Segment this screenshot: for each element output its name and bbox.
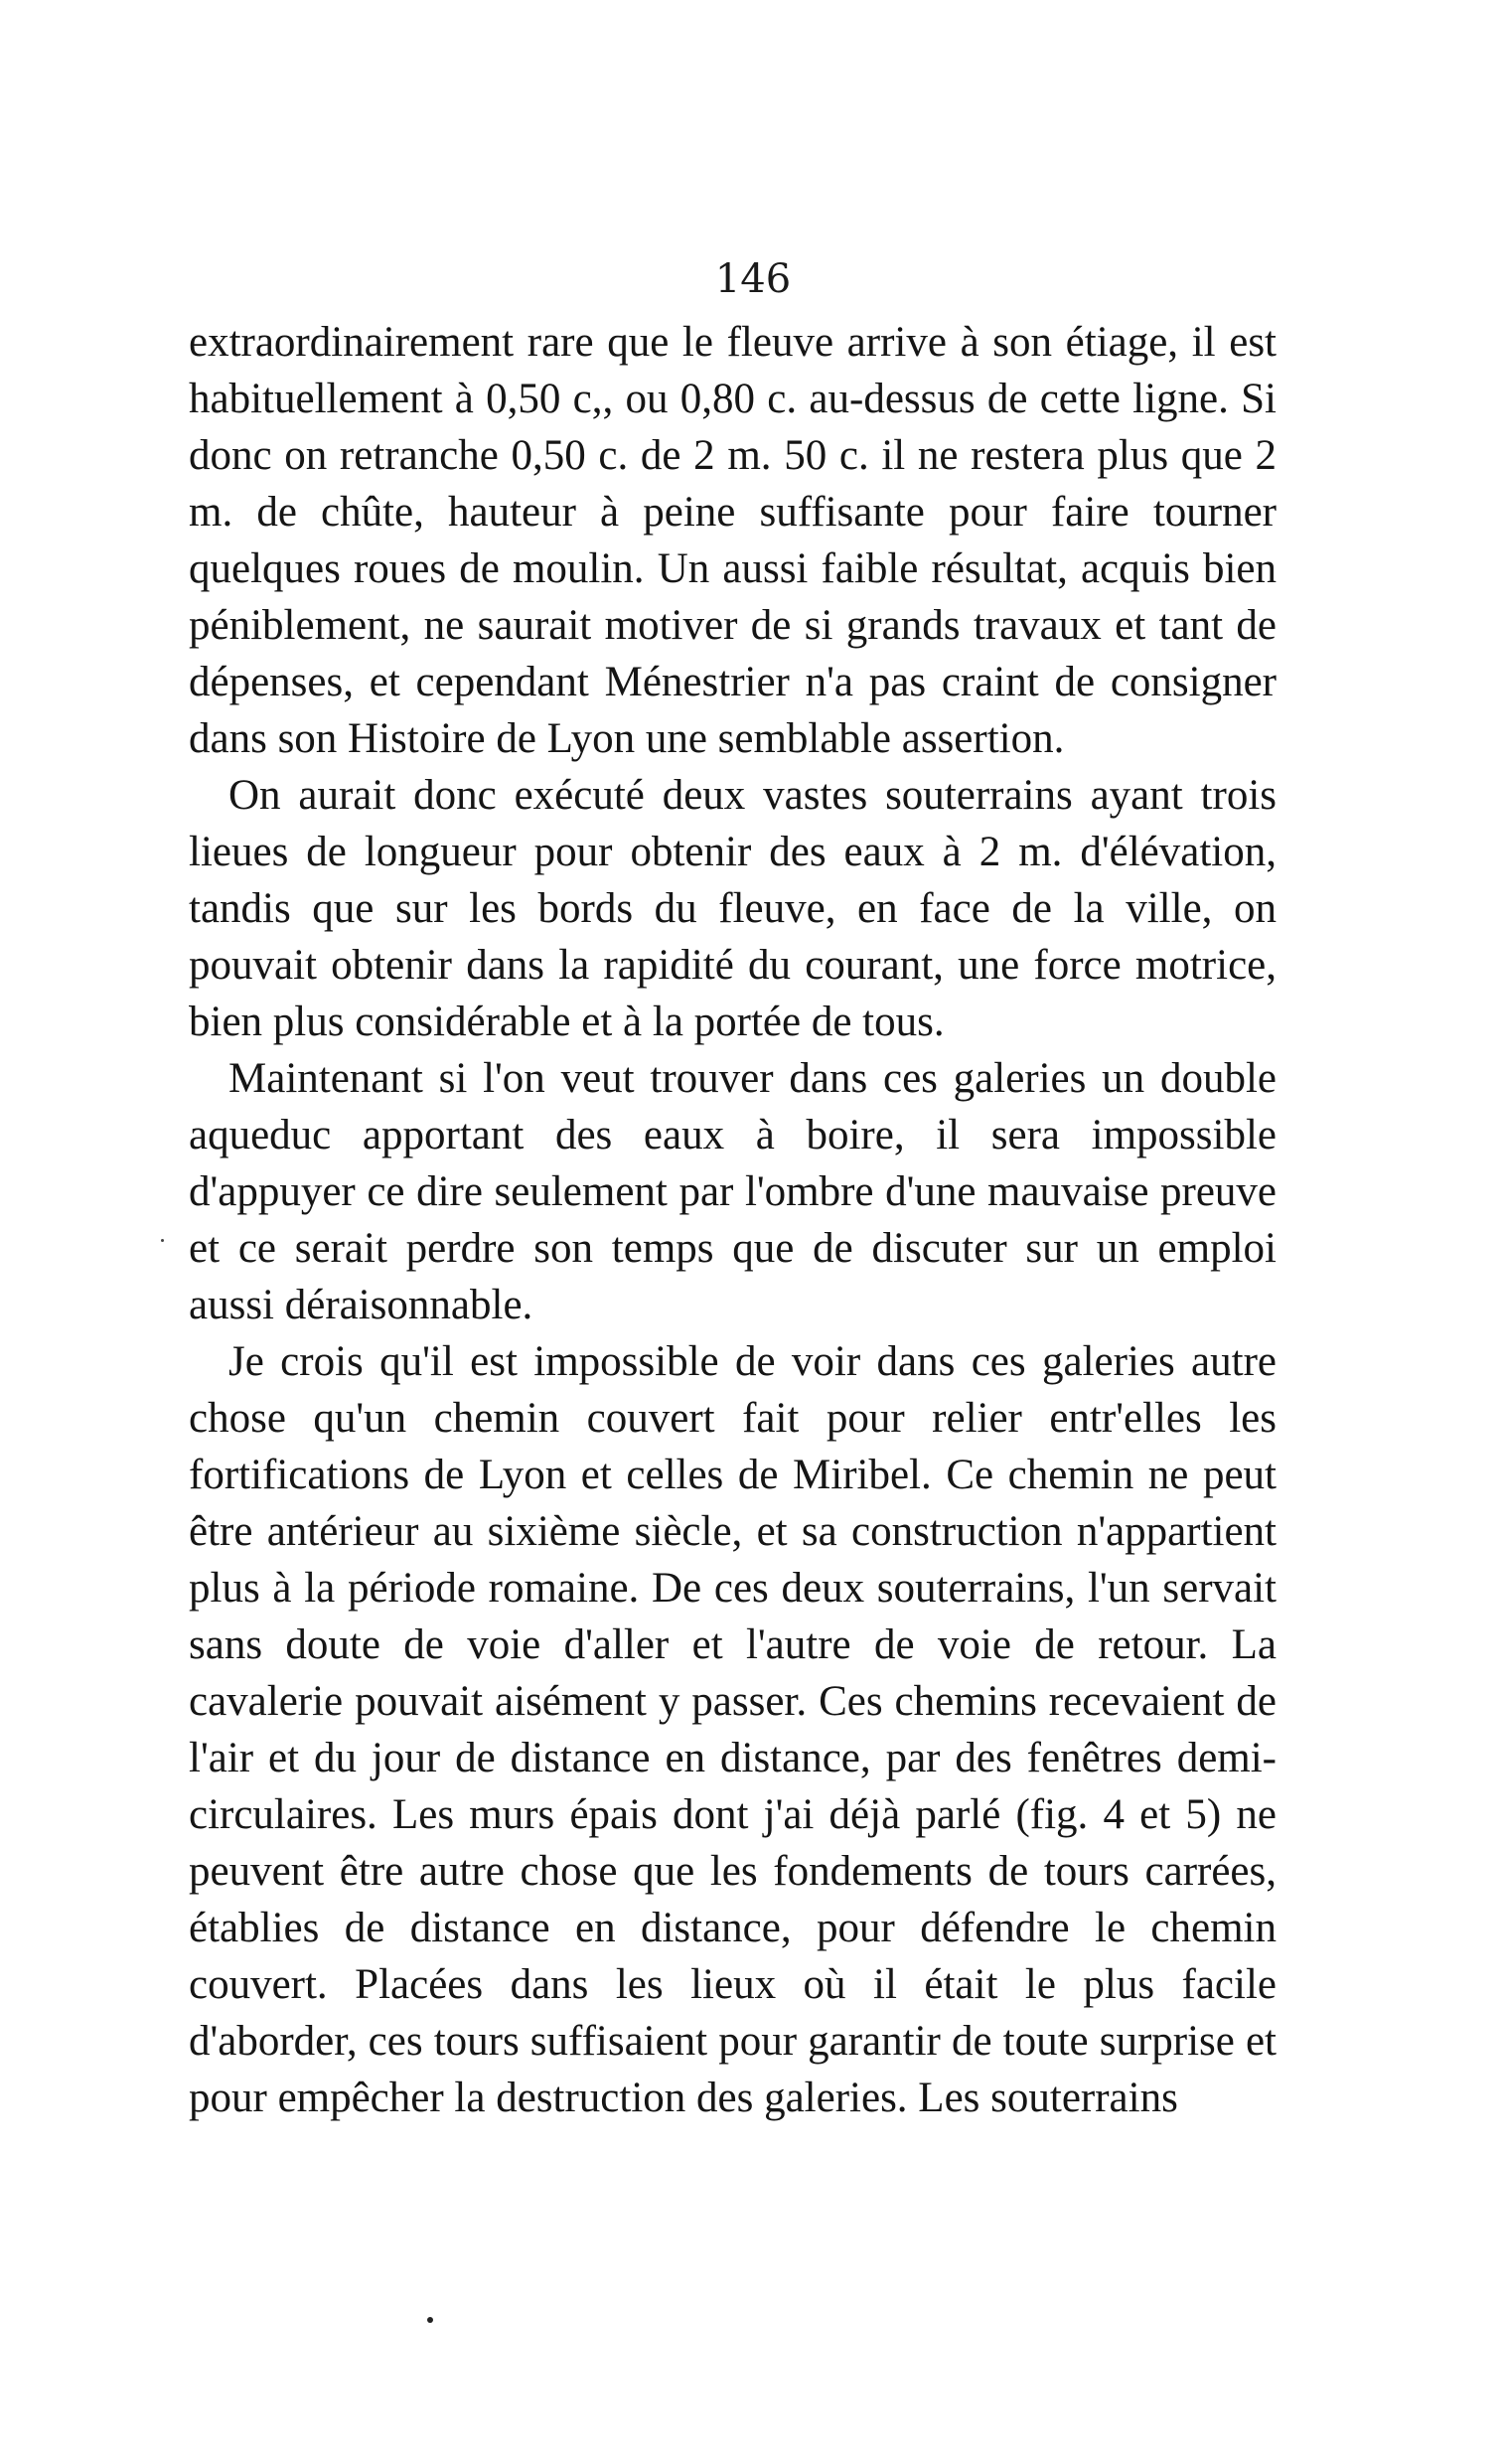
bottom-speck [427,2317,433,2323]
margin-speck [161,1239,164,1242]
paragraph-2: On aurait donc exécuté deux vastes souterrains ayant trois lieues de longueur pour obtenir des eaux à 2 m. d'élévation, tandis que sur les bords du fleuve, en face de la ville, on pouvait obtenir dans la rapidité du courant, une force motrice, bien plus considérable et à la portée de tous. [189,772,1277,1045]
paragraph-3: Maintenant si l'on veut trouver dans ces galeries un double aqueduc apportant des eaux à boire, il sera impossible d'appuyer ce dire seulement par l'ombre d'une mauvaise preuve et ce serait perdre son temps que de discuter sur un emploi aussi déraisonnable. [189,1055,1277,1328]
page-number: 146 [714,256,792,302]
paragraph-1: extraordinairement rare que le fleuve arrive à son étiage, il est habituellement à 0,50 c,, ou 0,80 c. au-dessus de cette ligne. Si donc on retranche 0,50 c. de 2 m. 50 c. il ne restera plus que 2 m. de chûte, hauteur à peine suffisante pour faire tourner quelques roues de moulin. Un aussi faible résultat, acquis bien péniblement, ne saurait motiver de si grands travaux et tant de dépenses, et cependant Ménestrier n'a pas craint de consigner dans son Histoire de Lyon une semblable assertion. [189,319,1277,762]
paragraph-4: Je crois qu'il est impossible de voir dans ces galeries autre chose qu'un chemin couvert fait pour relier entr'elles les fortifications de Lyon et celles de Miribel. Ce chemin ne peut être antérieur au sixième siècle, et sa construction n'appartient plus à la période romaine. De ces deux souterrains, l'un servait sans doute de voie d'aller et l'autre de voie de retour. La cavalerie pouvait aisément y passer. Ces chemins recevaient de l'air et du jour de distance en distance, par des fenêtres demi-circulaires. Les murs épais dont j'ai déjà parlé (fig. 4 et 5) ne peuvent être autre chose que les fondements de tours carrées, établies de distance en distance, pour défendre le chemin couvert. Placées dans les lieux où il était le plus facile d'aborder, ces tours suffisaient pour garantir de toute surprise et pour empêcher la destruction des galeries. Les souterrains [189,1338,1277,2121]
body-text [189,314,1277,2126]
